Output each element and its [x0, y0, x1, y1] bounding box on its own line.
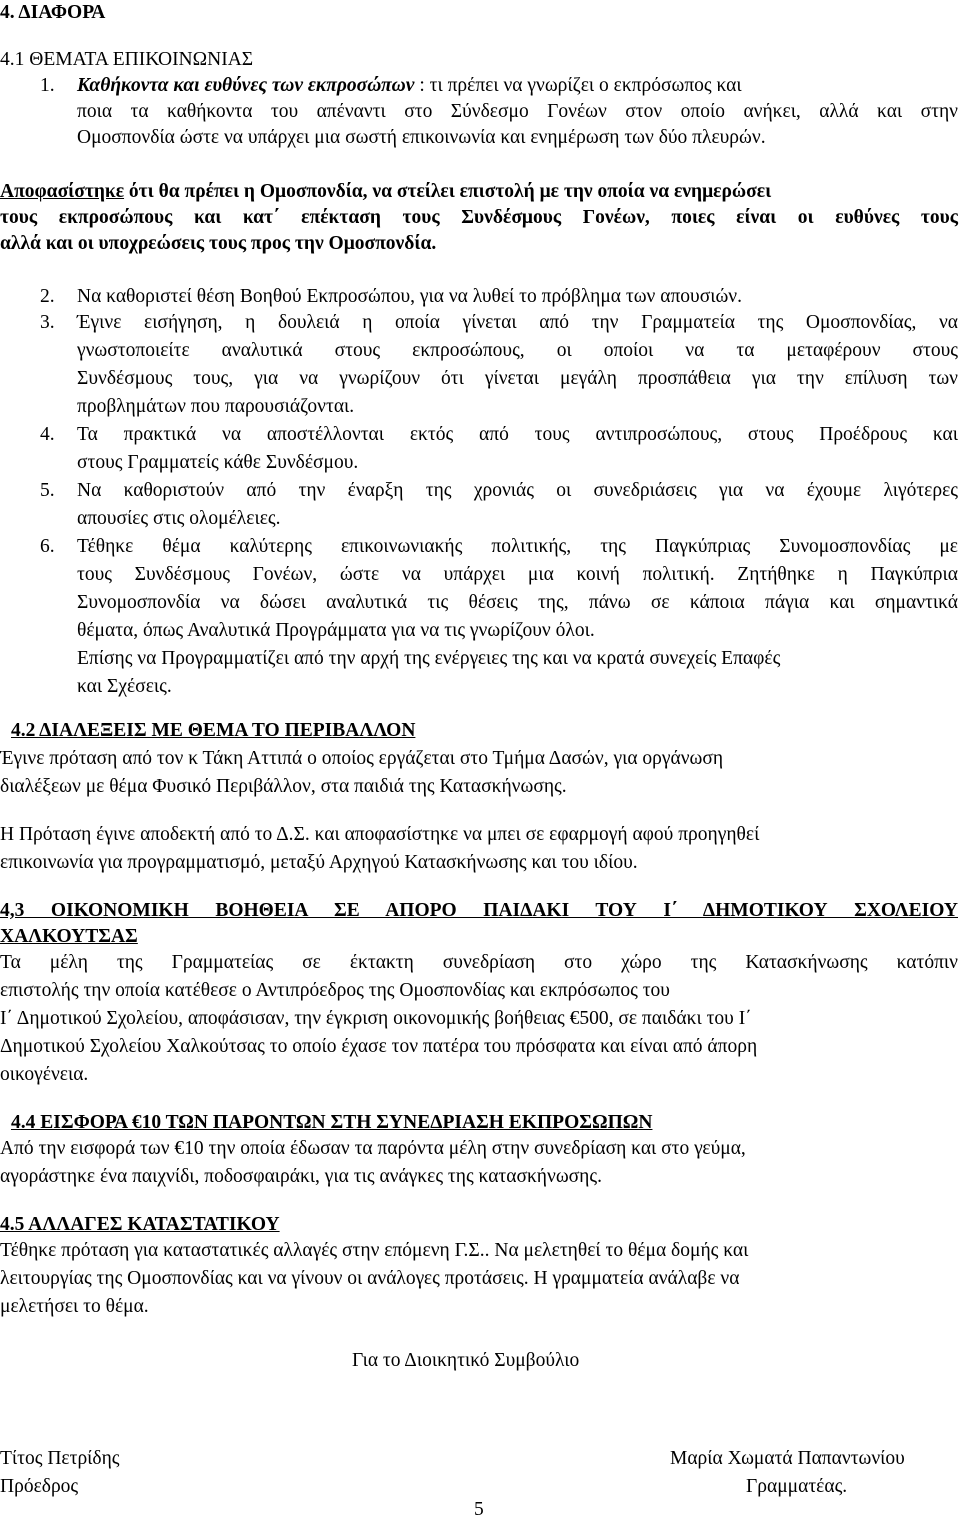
item-6-line-3: Συνομοσπονδία να δώσει αναλυτικά τις θέσεις της, πάνω σε κάποια πάγια και σημαντικά — [77, 592, 958, 613]
item-number: 3. — [40, 312, 55, 333]
item-6-line-4: θέματα, όπως Αναλυτικά Προγράμματα για να τις γνωρίζουν όλοι. — [77, 620, 595, 641]
s45-line-1: Τέθηκε πρόταση για καταστατικές αλλαγές στην επόμενη Γ.Σ.. Να μελετηθεί το θέμα δομής και — [0, 1240, 749, 1261]
item-5-line-2: απουσίες στις ολομέλειες. — [77, 508, 281, 529]
s44-line-1: Από την εισφορά των €10 την οποία έδωσαν τα παρόντα μέλη στην συνεδρίαση και στο γεύμα, — [0, 1138, 746, 1159]
item-2-line-1: Να καθοριστεί θέση Βοηθού Εκπροσώπου, για να λυθεί το πρόβλημα των απουσιών. — [77, 286, 742, 307]
item-6-line-2: τους Συνδέσμους Γονέων, ώστε να υπάρχει μια κοινή πολιτική. Ζητήθηκε η Παγκύπρια — [77, 564, 958, 585]
s42-line-4: επικοινωνία για προγραμματισμό, μεταξύ Αρχηγού Κατασκήνωσης και του ιδίου. — [0, 852, 638, 873]
s44-line-2: αγοράστηκε ένα παιχνίδι, ποδοσφαιράκι, για τις ανάγκες της κατασκήνωσης. — [0, 1166, 602, 1187]
subsection-title-4-4: 4.4 ΕΙΣΦΟΡΑ €10 ΤΩΝ ΠΑΡΟΝΤΩΝ ΣΤΗ ΣΥΝΕΔΡΙΑΣΗ ΕΚΠΡΟΣΩΠΩΝ — [11, 1112, 653, 1133]
item-number: 2. — [40, 286, 55, 307]
item-1-line-1 — [77, 73, 958, 99]
item-1-line-3: Ομοσπονδία ώστε να υπάρχει μια σωστή επικοινωνία και ενημέρωση των δύο πλευρών. — [77, 127, 766, 148]
s43-line-2: επιστολής την οποία κατέθεσε ο Αντιπρόεδρος της Ομοσπονδίας και εκπρόσωπος του — [0, 980, 670, 1001]
subsection-title-4-2: 4.2 ΔΙΑΛΕΞΕΙΣ ΜΕ ΘΕΜΑ ΤΟ ΠΕΡΙΒΑΛΛΟΝ — [11, 720, 416, 741]
decision-keyword: Αποφασίστηκε — [0, 181, 125, 202]
subsection-title-4-5: 4.5 ΑΛΛΑΓΕΣ ΚΑΤΑΣΤΑΤΙΚΟΥ — [0, 1214, 280, 1235]
decision-line-3: αλλά και οι υποχρεώσεις τους προς την Ομοσπονδία. — [0, 233, 437, 254]
item-4-line-2: στους Γραμματείς κάθε Συνδέσμου. — [77, 452, 359, 473]
secretary-name: Μαρία Χωματά Παπαντωνίου — [670, 1448, 905, 1469]
president-role: Πρόεδρος — [0, 1476, 79, 1497]
s43-line-3: Ι΄ Δημοτικού Σχολείου, αποφάσισαν, την έγκριση οικονομικής βοήθειας €500, σε παιδάκι του Ι΄ — [0, 1008, 752, 1029]
s45-line-3: μελετήσει το θέμα. — [0, 1296, 149, 1317]
item-number: 6. — [40, 536, 55, 557]
s42-line-3: Η Πρόταση έγινε αποδεκτή από το Δ.Σ. και αποφασίστηκε να μπει σε εφαρμογή αφού προηγηθεί — [0, 824, 760, 845]
item-6-line-6: και Σχέσεις. — [77, 676, 172, 697]
item-3-line-4: προβλημάτων που παρουσιάζονται. — [77, 396, 355, 417]
s42-line-1: Έγινε πρόταση από τον κ Τάκη Αττιπά ο οποίος εργάζεται στο Τμήμα Δασών, για οργάνωση — [0, 748, 724, 769]
item-4-line-1: Τα πρακτικά να αποστέλλονται εκτός από τους αντιπροσώπους, στους Προέδρους και — [77, 424, 958, 445]
decision-line-1 — [0, 179, 958, 205]
president-name: Τίτος Πετρίδης — [0, 1448, 120, 1469]
secretary-role: Γραμματέας. — [746, 1476, 848, 1497]
item-3-line-2: γνωστοποιείτε αναλυτικά στους εκπροσώπους, οι οποίοι να τα μεταφέρουν στους — [77, 340, 958, 361]
board-signoff: Για το Διοικητικό Συμβούλιο — [352, 1350, 580, 1371]
item-1-heading: Καθήκοντα και ευθύνες των εκπροσώπων — [77, 75, 415, 96]
decision-line-2: τους εκπροσώπους και κατ΄ επέκταση τους Συνδέσμους Γονέων, ποιες είναι οι ευθύνες τους — [0, 207, 958, 228]
page-number: 5 — [474, 1499, 484, 1520]
item-6-line-1: Τέθηκε θέμα καλύτερης επικοινωνιακής πολιτικής, της Παγκύπριας Συνομοσπονδίας με — [77, 536, 958, 557]
s43-line-5: οικογένεια. — [0, 1064, 89, 1085]
s43-line-1: Τα μέλη της Γραμματείας σε έκτακτη συνεδρίαση στο χώρο της Κατασκήνωσης κατόπιν — [0, 952, 958, 973]
item-5-line-1: Να καθοριστούν από την έναρξη της χρονιάς οι συνεδριάσεις για να έχουμε λιγότερες — [77, 480, 958, 501]
item-number: 1. — [40, 75, 55, 96]
item-3-line-1: Έγινε εισήγηση, η δουλειά η οποία γίνεται από την Γραμματεία της Ομοσπονδίας, να — [77, 312, 958, 333]
item-number: 4. — [40, 424, 55, 445]
s42-line-2: διαλέξεων με θέμα Φυσικό Περιβάλλον, στα παιδιά της Κατασκήνωσης. — [0, 776, 567, 797]
subsection-title-4-3-cont: ΧΑΛΚΟΥΤΣΑΣ — [0, 926, 138, 947]
section-title: 4. ΔΙΑΦΟΡΑ — [0, 2, 106, 23]
item-1-line-2: ποια τα καθήκοντα του απέναντι στο Σύνδεσμο Γονέων στον οποίο ανήκει, αλλά και στην — [77, 101, 958, 122]
subsection-title-4-1: 4.1 ΘΕΜΑΤΑ ΕΠΙΚΟΙΝΩΝΙΑΣ — [0, 49, 254, 70]
item-1-text: : τι πρέπει να γνωρίζει ο εκπρόσωπος και — [414, 75, 742, 96]
s43-line-4: Δημοτικού Σχολείου Χαλκούτσας το οποίο έχασε τον πατέρα του πρόσφατα και είναι από άπορη — [0, 1036, 758, 1057]
s45-line-2: λειτουργίας της Ομοσπονδίας και να γίνουν οι ανάλογες προτάσεις. Η γραμματεία ανάλαβε να — [0, 1268, 740, 1289]
decision-text: ότι θα πρέπει η Ομοσπονδία, να στείλει επιστολή με την οποία να ενημερώσει — [124, 181, 772, 202]
subsection-title-4-3: 4,3 ΟΙΚΟΝΟΜΙΚΗ ΒΟΗΘΕΙΑ ΣΕ ΑΠΟΡΟ ΠΑΙΔΑΚΙ ΤΟΥ Ι΄ ΔΗΜΟΤΙΚΟΥ ΣΧΟΛΕΙΟΥ — [0, 900, 958, 921]
item-3-line-3: Συνδέσμους τους, για να γνωρίζουν ότι γίνεται μεγάλη προσπάθεια για την επίλυση των — [77, 368, 958, 389]
item-number: 5. — [40, 480, 55, 501]
item-6-line-5: Επίσης να Προγραμματίζει από την αρχή της ενέργειες της και να κρατά συνεχείς Επαφές — [77, 648, 781, 669]
